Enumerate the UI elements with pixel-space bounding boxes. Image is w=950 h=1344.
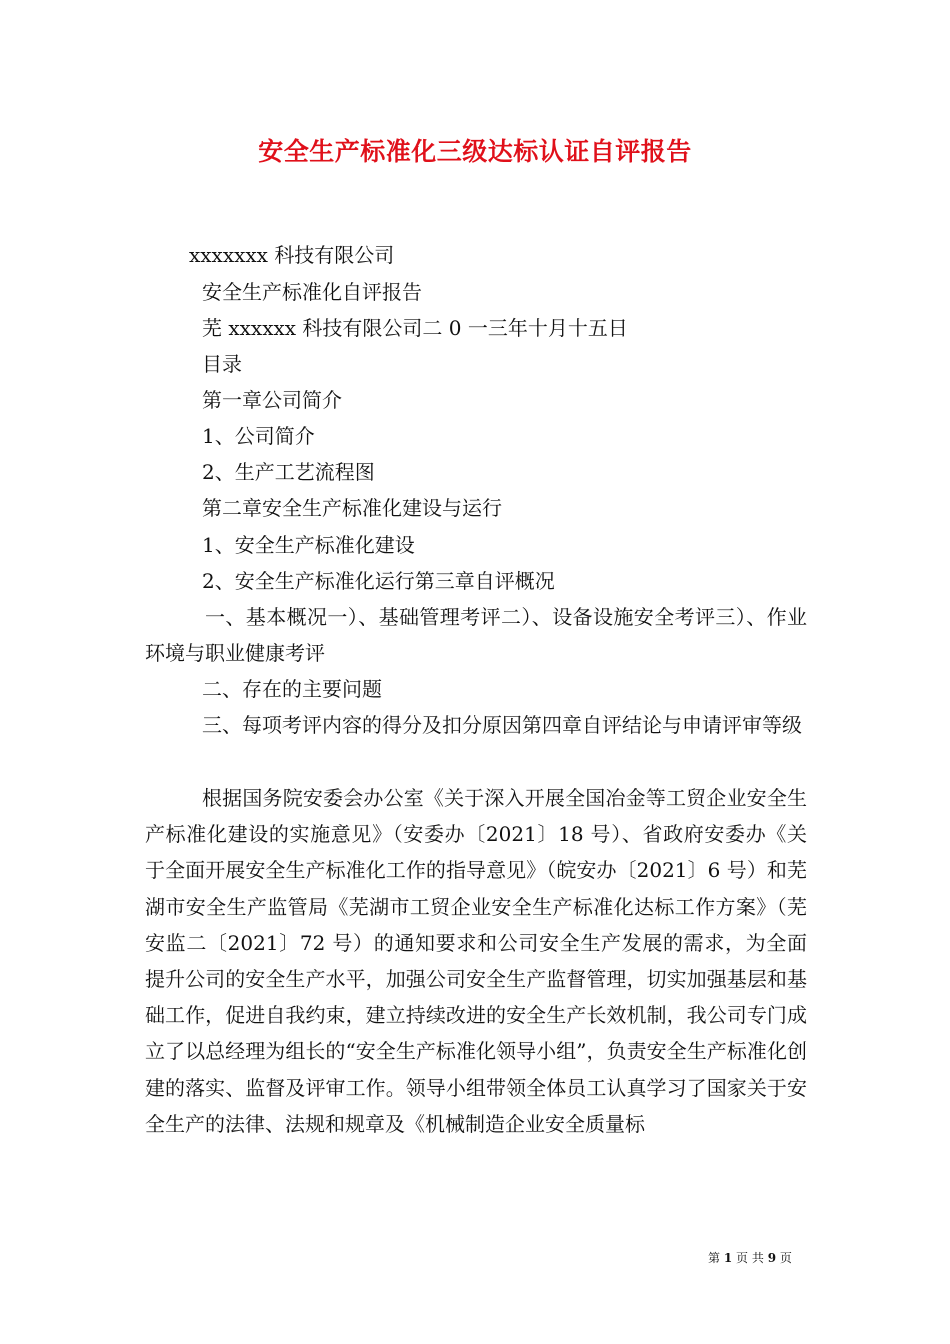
toc-item: 2、安全生产标准化运行第三章自评概况 <box>202 569 555 593</box>
footer-page-number: 1 <box>723 1251 733 1265</box>
page-footer <box>708 1249 792 1266</box>
body-paragraph: 根据国务院安委会办公室《关于深入开展全国冶金等工贸企业安全生产标准化建设的实施意见》（安委办〔2021〕18 号）、省政府安委办《关于全面开展安全生产标准化工作的指导意见》（皖安办〔2021〕6 号）和芜湖市安全生产监管局《芜湖市工贸企业安全生产标准化达标工作方案》（芜安监二〔2021〕72 号）的通知要求和公司安全生产发展的需求，为全面提升公司的安全生产水平，加强公司安全生产监督管理，切实加强基层和基础工作，促进自我约束，建立持续改进的安全生产长效机制，我公司专门成立了以总经理为组长的“安全生产标准化领导小组”，负责安全生产标准化创建的落实、监督及评审工作。领导小组带领全体员工认真学习了国家关于安全生产的法律、法规和规章及《机械制造企业安全质量标 <box>145 786 807 1136</box>
document-title: 安全生产标准化三级达标认证自评报告 <box>258 137 692 166</box>
footer-suffix: 页 <box>779 1251 792 1265</box>
date-line: 芜 xxxxxx 科技有限公司二 0 一三年十月十五日 <box>202 316 628 340</box>
toc-item: 1、公司简介 <box>202 424 315 448</box>
footer-middle: 页 共 <box>736 1251 764 1265</box>
toc-paragraph: 三、每项考评内容的得分及扣分原因第四章自评结论与申请评审等级 <box>202 713 802 737</box>
toc-heading: 目录 <box>202 352 242 376</box>
toc-item: 2、生产工艺流程图 <box>202 460 375 484</box>
toc-item: 第一章公司简介 <box>202 388 342 412</box>
company-line: xxxxxxx 科技有限公司 <box>189 243 395 267</box>
toc-item: 二、存在的主要问题 <box>202 677 382 701</box>
toc-item: 1、安全生产标准化建设 <box>202 533 415 557</box>
report-name-line: 安全生产标准化自评报告 <box>202 280 422 304</box>
toc-item: 第二章安全生产标准化建设与运行 <box>202 496 502 520</box>
footer-prefix: 第 <box>708 1251 721 1265</box>
footer-total-pages: 9 <box>767 1251 777 1265</box>
toc-paragraph: 一、基本概况一）、基础管理考评二）、设备设施安全考评三）、作业环境与职业健康考评 <box>145 605 807 666</box>
